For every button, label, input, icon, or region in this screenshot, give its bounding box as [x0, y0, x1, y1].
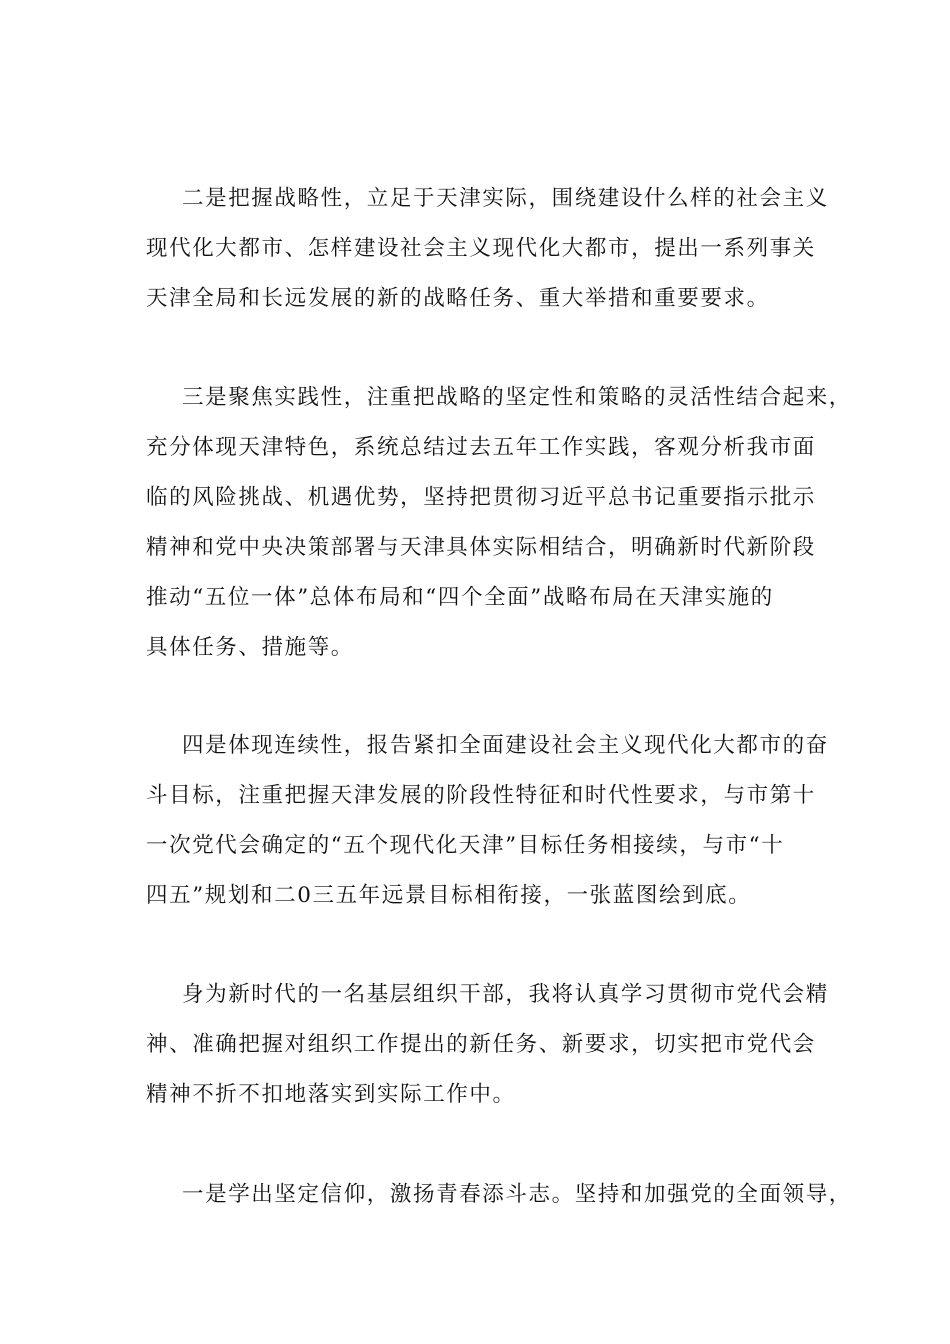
paragraph-line: 神、准确把握对组织工作提出的新任务、新要求，切实把市党代会 [146, 1032, 816, 1057]
paragraph-line: 二是把握战略性，立足于天津实际，围绕建设什么样的社会主义 [182, 186, 829, 211]
paragraph-continuity [146, 731, 829, 931]
paragraph-line: 身为新时代的一名基层组织干部，我将认真学习贯彻市党代会精 [182, 982, 829, 1007]
paragraph-line: 具体任务、措施等。 [146, 635, 354, 660]
paragraph-line: 四是体现连续性，报告紧扣全面建设社会主义现代化大都市的奋 [182, 733, 829, 758]
paragraph-line: 一是学出坚定信仰，激扬青春添斗志。坚持和加强党的全面领导， [182, 1182, 852, 1207]
paragraph-line: 现代化大都市、怎样建设社会主义现代化大都市，提出一系列事关 [146, 236, 816, 261]
paragraph-line: 临的风险挑战、机遇优势，坚持把贯彻习近平总书记重要指示批示 [146, 485, 816, 510]
paragraph-strategic [146, 184, 829, 334]
paragraph-line: 三是聚焦实践性，注重把战略的坚定性和策略的灵活性结合起来， [182, 385, 852, 410]
paragraph-line: 精神不折不扣地落实到实际工作中。 [146, 1082, 516, 1107]
paragraph-line: 一次党代会确定的“五个现代化天津”目标任务相接续，与市“十 [146, 833, 785, 858]
paragraph-line: 精神和党中央决策部署与天津具体实际相结合，明确新时代新阶段 [146, 535, 816, 560]
paragraph-line: 斗目标，注重把握天津发展的阶段性特征和时代性要求，与市第十 [146, 783, 816, 808]
paragraph-practical [146, 383, 852, 683]
paragraph-firm-belief [146, 1180, 852, 1230]
paragraph-personal-commitment [146, 980, 829, 1130]
paragraph-line: 四五”规划和二0三五年远景目标相衔接，一张蓝图绘到底。 [146, 883, 752, 908]
paragraph-line: 充分体现天津特色，系统总结过去五年工作实践，客观分析我市面 [146, 435, 816, 460]
paragraph-line: 推动“五位一体”总体布局和“四个全面”战略布局在天津实施的 [146, 585, 774, 610]
paragraph-line: 天津全局和长远发展的新的战略任务、重大举措和重要要求。 [146, 286, 770, 311]
